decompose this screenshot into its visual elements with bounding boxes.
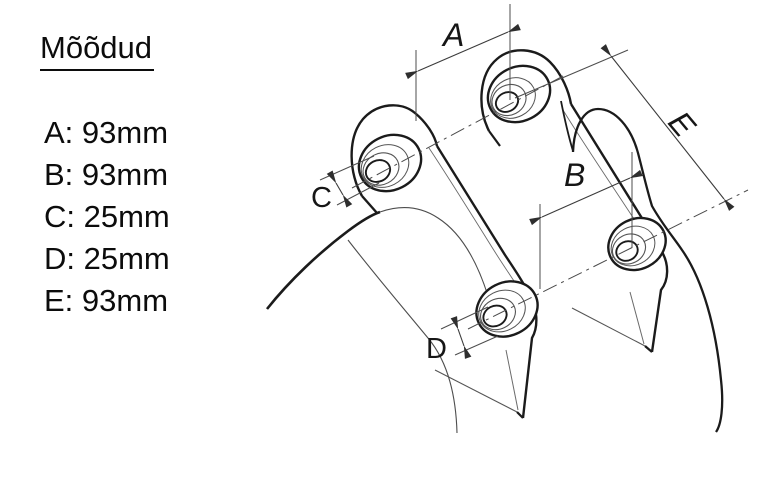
legend-item-a: A: 93mm: [44, 115, 169, 150]
dim-label-a: A: [443, 17, 465, 53]
dim-label-c: C: [311, 182, 332, 214]
legend-title: Mõõdud: [40, 30, 154, 71]
legend-item-c: C: 25mm: [44, 199, 170, 234]
legend-item-d: D: 25mm: [44, 241, 170, 276]
legend-item-b: B: 93mm: [44, 157, 169, 192]
dim-label-e: E: [661, 104, 703, 144]
dim-label-d: D: [426, 333, 447, 365]
legend-item-e: E: 93mm: [44, 283, 169, 318]
bucket-left-silhouette: [267, 212, 380, 309]
dim-label-b: B: [564, 157, 586, 193]
